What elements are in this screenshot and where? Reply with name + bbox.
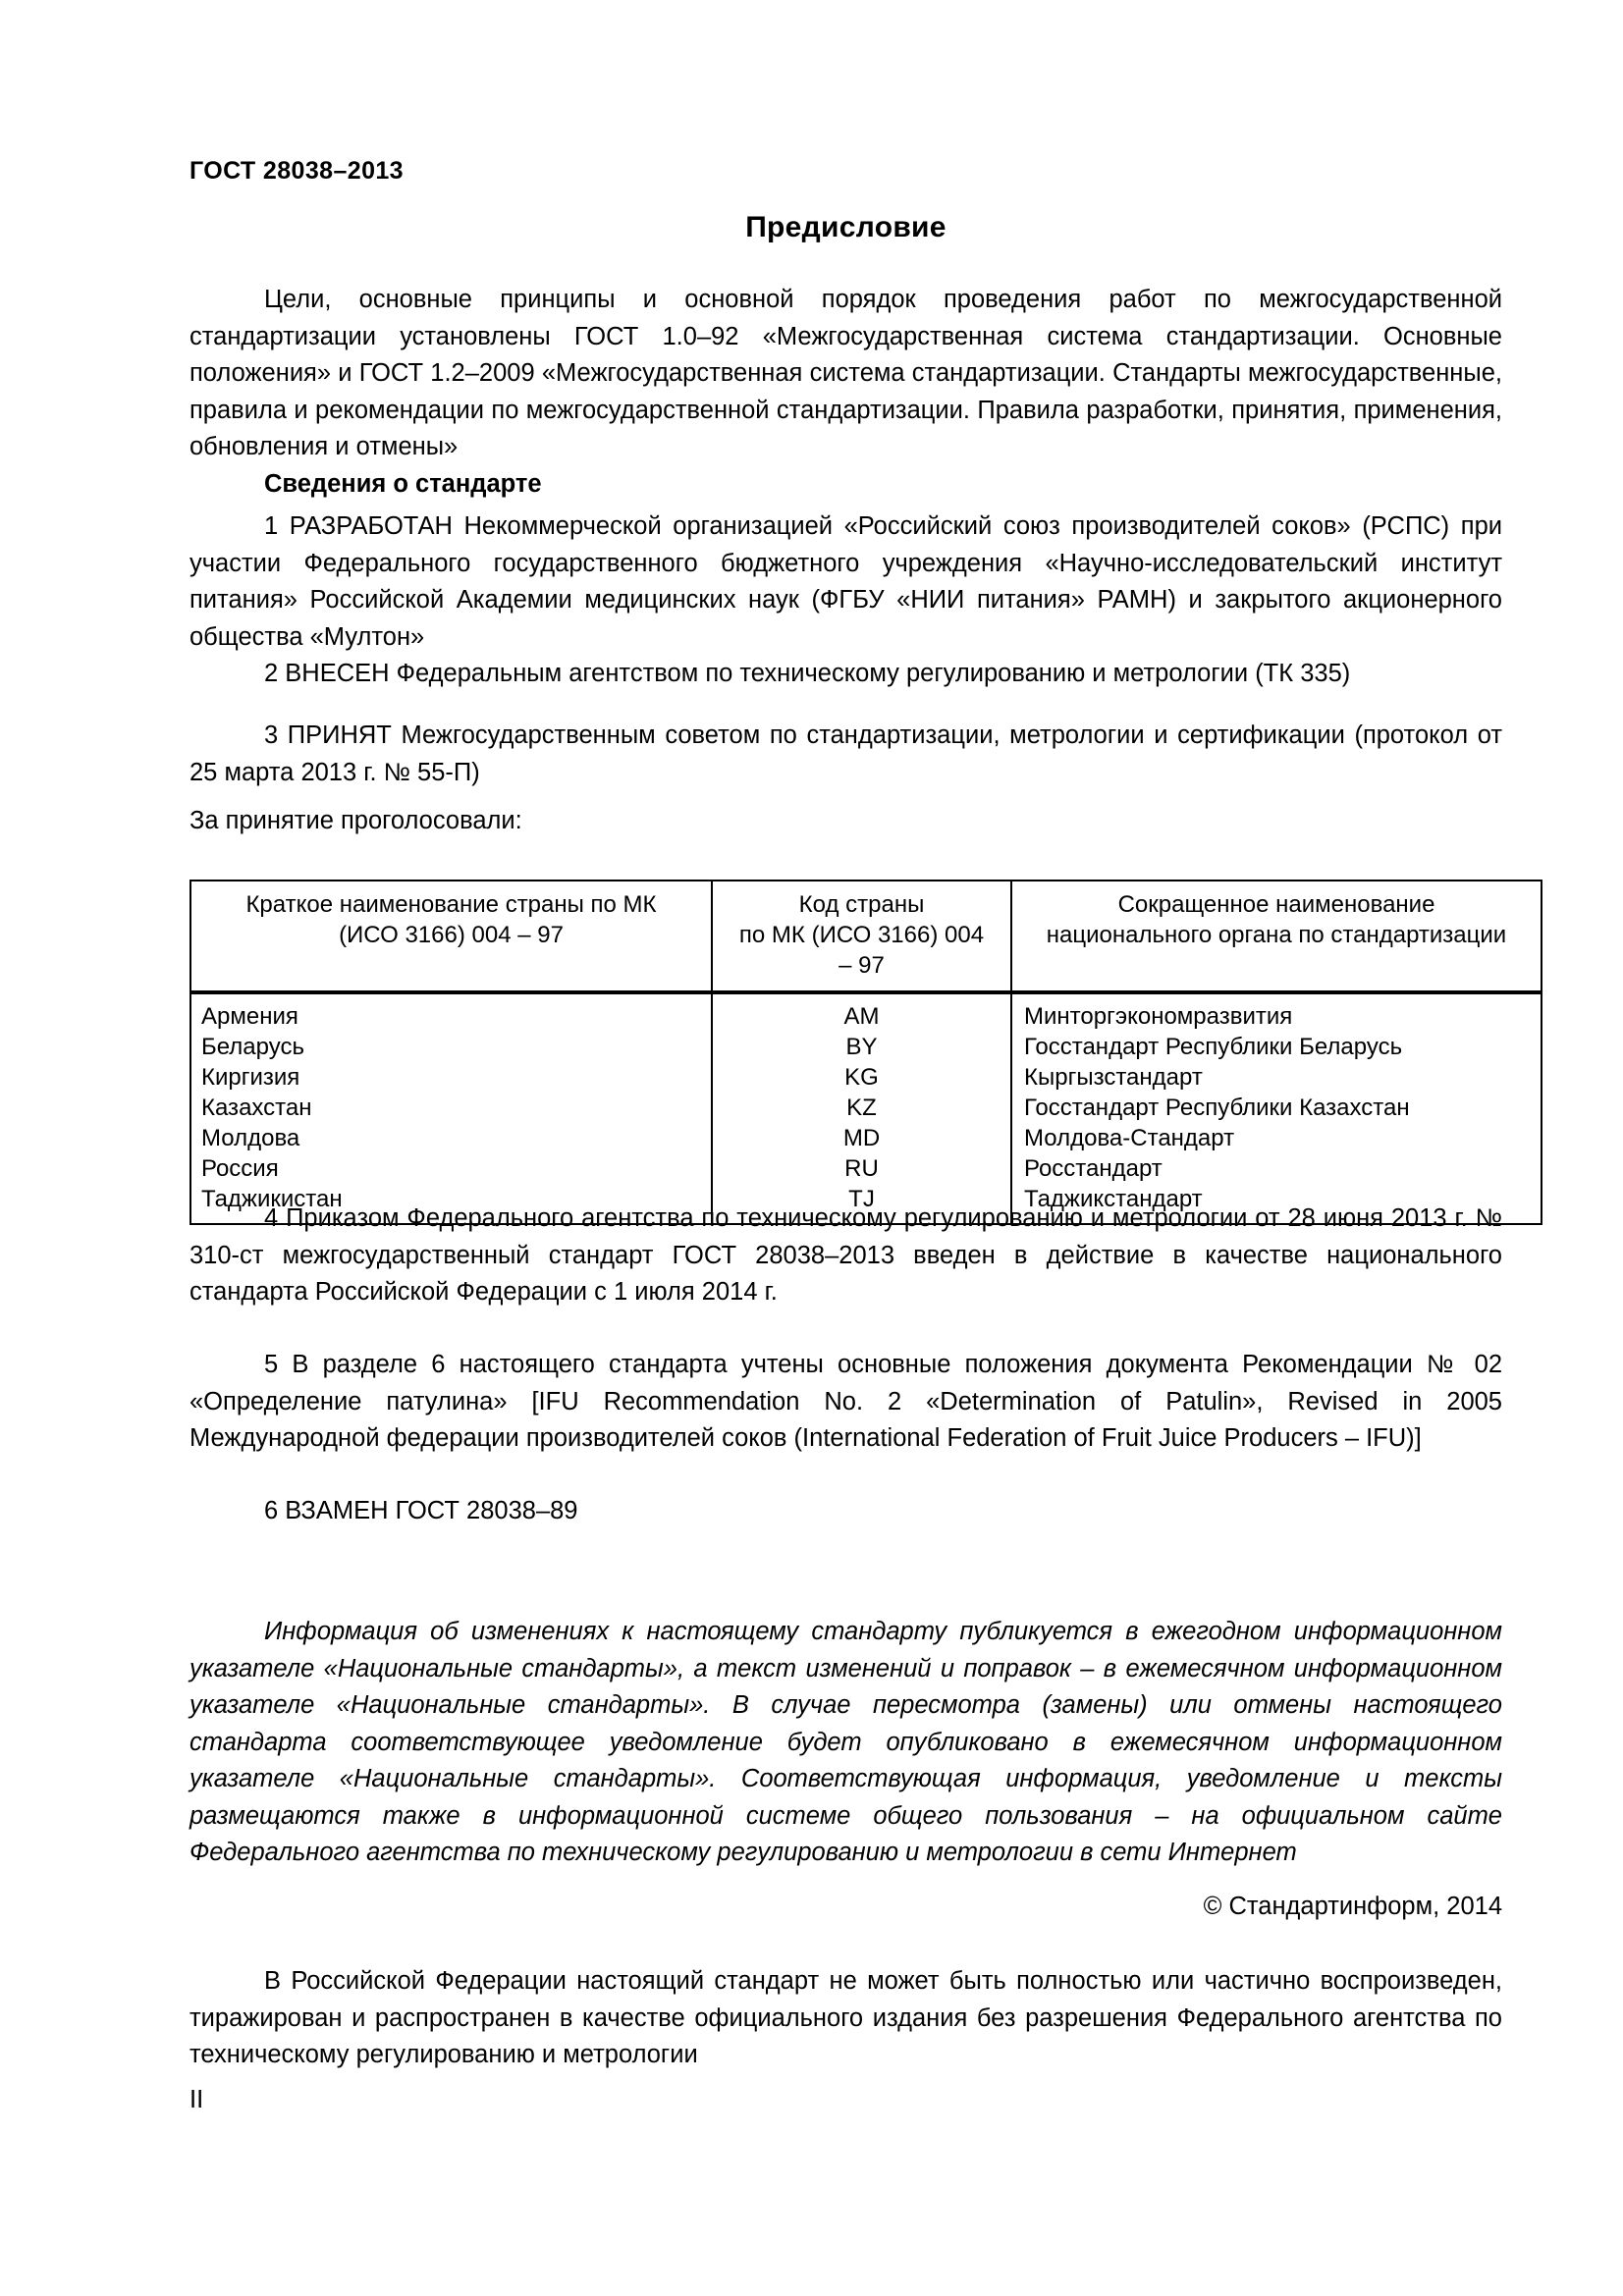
vote-intro-text: За принятие проголосовали: [189, 807, 522, 834]
cell-national-body: Таджикстандарт [1011, 1184, 1542, 1224]
cell-code: KZ [712, 1093, 1011, 1123]
cell-country: Россия [190, 1153, 712, 1184]
cell-national-body: Кыргызстандарт [1011, 1062, 1542, 1093]
table-row [190, 1032, 1542, 1062]
cell-code: RU [712, 1153, 1011, 1184]
amendment-information-notice: Информация об изменениях к настоящему стандарту публикуется в ежегодном информационном указателе «Национальные стандарты», а текст изменений и поправок – в ежемесячном информационном указателе «Национальные стандарты». В случае пересмотра (замены) или отмены настоящего стандарта соответствующее уведомление будет опубликовано в ежемесячном информационном указателе «Национальные стандарты». Соответствующая информация, уведомление и тексты размещаются также в информационной системе общего пользования – на официальном сайте Федерального агентства по техническому регулированию и метрологии в сети Интернет [189, 1618, 1502, 1866]
standard-info-item-5: 5 В разделе 6 настоящего стандарта учтены основные положения документа Рекомендации № 02 «Определение патулина» [IFU Recommendation No. 2 «Determination of Patulin», Revised in 2005 Международной федерации производителей соков (International Federation of Fruit Juice Producers – IFU)] [189, 1351, 1502, 1452]
cell-national-body: Госстандарт Республики Казахстан [1011, 1093, 1542, 1123]
cell-code: MD [712, 1123, 1011, 1153]
page-number: II [189, 2086, 204, 2113]
standard-info-item-3: 3 ПРИНЯТ Межгосударственным советом по стандартизации, метрологии и сертификации (протокол от 25 марта 2013 г. № 55-П) [189, 721, 1502, 786]
column-header-country-line-2: (ИСО 3166) 004 – 97 [339, 922, 564, 948]
column-header-code-line-1: Код страны [798, 891, 925, 918]
cell-country: Армения [190, 992, 712, 1032]
column-header-code-line-2: по МК (ИСО 3166) 004 [738, 922, 985, 948]
cell-national-body: Росстандарт [1011, 1153, 1542, 1184]
table-row [190, 1062, 1542, 1093]
cell-national-body: Госстандарт Республики Беларусь [1011, 1032, 1542, 1062]
column-header-national-body-line-2: национального органа по стандартизации [1046, 922, 1507, 948]
cell-country: Таджикистан [190, 1184, 712, 1224]
cell-national-body: Молдова-Стандарт [1011, 1123, 1542, 1153]
table-row [190, 992, 1542, 1032]
table-row [190, 1123, 1542, 1153]
cell-code: BY [712, 1032, 1011, 1062]
cell-national-body: Минторгэкономразвития [1011, 992, 1542, 1032]
cell-country: Беларусь [190, 1032, 712, 1062]
column-header-national-body-line-1: Сокращенное наименование [1117, 891, 1435, 918]
standard-info-item-1: 1 РАЗРАБОТАН Некоммерческой организацией «Российский союз производителей соков» (РСПС) при участии Федерального государственного бюджетного учреждения «Научно-исследовательский институт питания» Российской Академии медицинских наук (ФГБУ «НИИ питания» РАМН) и закрытого акционерного общества «Мултон» [189, 512, 1502, 651]
copyright-line: © Стандартинформ, 2014 [1203, 1893, 1502, 1920]
standard-info-item-4: 4 Приказом Федерального агентства по техническому регулированию и метрологии от 28 июня 2013 г. № 310-ст межгосударственный стандарт ГОСТ 28038–2013 введен в действие в качестве национального стандарта Российской Федерации с 1 июля 2014 г. [189, 1204, 1502, 1306]
standard-info-heading: Сведения о стандарте [264, 470, 542, 498]
cell-code: TJ [712, 1184, 1011, 1224]
intro-paragraph: Цели, основные принципы и основной порядок проведения работ по межгосударственной стандартизации установлены ГОСТ 1.0–92 «Межгосударственная система стандартизации. Основные положения» и ГОСТ 1.2–2009 «Межгосударственная система стандартизации. Стандарты межгосударственные, правила и рекомендации по межгосударственной стандартизации. Правила разработки, принятия, применения, обновления и отмены» [189, 286, 1502, 460]
cell-code: AM [712, 992, 1011, 1032]
page-title: Предисловие [745, 211, 947, 243]
document-header-standard-number: ГОСТ 28038–2013 [189, 157, 404, 185]
cell-country: Киргизия [190, 1062, 712, 1093]
cell-country: Молдова [190, 1123, 712, 1153]
table-row [190, 1093, 1542, 1123]
column-header-national-body [1011, 881, 1542, 992]
column-header-code-line-3: – 97 [839, 952, 885, 979]
table-header-row [190, 881, 1542, 992]
standard-info-item-6: 6 ВЗАМЕН ГОСТ 28038–89 [264, 1497, 578, 1524]
table-row [190, 1153, 1542, 1184]
table-body [190, 992, 1542, 1224]
column-header-code [712, 881, 1011, 992]
standard-info-item-2: 2 ВНЕСЕН Федеральным агентством по техническому регулированию и метрологии (ТК 335) [264, 660, 1351, 687]
cell-country: Казахстан [190, 1093, 712, 1123]
column-header-country [190, 881, 712, 992]
table-header [190, 881, 1542, 992]
voting-countries-table [189, 880, 1542, 1225]
reproduction-notice: В Российской Федерации настоящий стандарт не может быть полностью или частично воспроизведен, тиражирован и распространен в качестве официального издания без разрешения Федерального агентства по техническому регулированию и метрологии [189, 1967, 1502, 2068]
cell-code: KG [712, 1062, 1011, 1093]
column-header-country-line-1: Краткое наименование страны по МК [245, 891, 657, 918]
